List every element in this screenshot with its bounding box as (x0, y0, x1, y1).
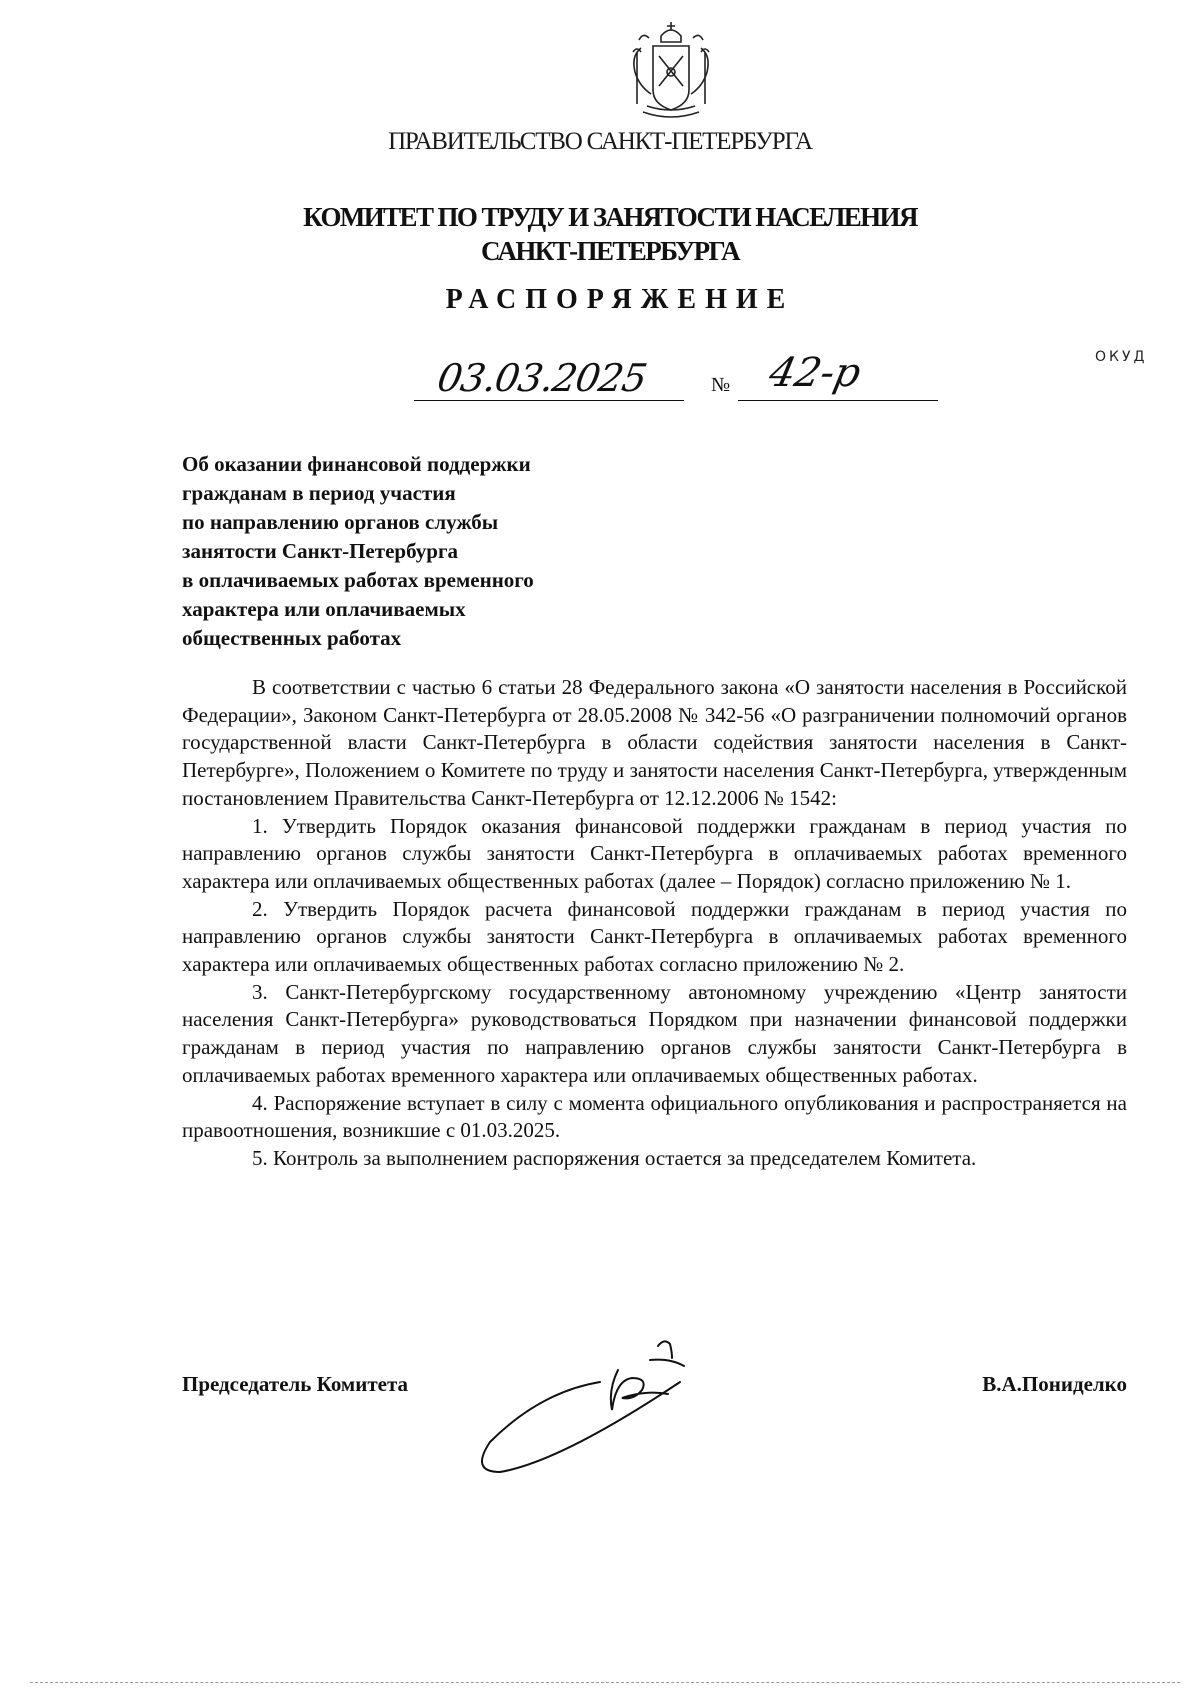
subject-line: по направлению органов службы (182, 510, 499, 534)
subject-line: гражданам в период участия (182, 481, 456, 505)
subject-line: Об оказании финансовой поддержки (182, 452, 531, 476)
number-underline (738, 400, 938, 401)
okud-label: ОКУД (1095, 349, 1148, 365)
clause-2-paragraph: 2. Утвердить Порядок расчета финансовой поддержки гражданам в период участия по направлению органов службы занятости Санкт-Петербурга в оплачиваемых работах временного характера или оплачиваемых общественных работах согласно приложению № 2. (182, 896, 1127, 977)
document-subject (182, 450, 642, 653)
coat-of-arms-icon (623, 22, 719, 124)
bottom-scan-line (30, 1682, 1180, 1683)
subject-line: в оплачиваемых работах временного (182, 568, 534, 592)
date-underline (414, 400, 684, 401)
handwritten-number: 42-р (765, 350, 865, 396)
number-sign: № (711, 374, 731, 396)
government-name: ПРАВИТЕЛЬСТВО САНКТ-ПЕТЕРБУРГА (388, 128, 812, 155)
handwritten-signature-icon (470, 1330, 750, 1490)
committee-name-line2: САНКТ-ПЕТЕРБУРГА (480, 236, 740, 266)
clause-3-paragraph: 3. Санкт-Петербургскому государственному автономному учреждению «Центр занятости населения Санкт-Петербурга» руководствоваться Порядком при назначении финансовой поддержки гражданам в период участия по направлению органов службы занятости Санкт-Петербурга в оплачиваемых работах временного характера или оплачиваемых общественных работах. (182, 979, 1127, 1087)
handwritten-date: 03.03.2025 (434, 356, 650, 400)
signatory-title: Председатель Комитета (182, 1372, 409, 1396)
clause-4-paragraph: 4. Распоряжение вступает в силу с момента официального опубликования и распространяется на правоотношения, возникшие с 01.03.2025. (182, 1090, 1127, 1143)
committee-name-line1: КОМИТЕТ ПО ТРУДУ И ЗАНЯТОСТИ НАСЕЛЕНИЯ (303, 202, 917, 232)
clause-5-paragraph: 5. Контроль за выполнением распоряжения остается за председателем Комитета. (252, 1145, 977, 1170)
subject-line: характера или оплачиваемых (182, 597, 466, 621)
subject-line: занятости Санкт-Петербурга (182, 539, 458, 563)
clause-1-paragraph: 1. Утвердить Порядок оказания финансовой поддержки гражданам в период участия по направлению органов службы занятости Санкт-Петербурга в оплачиваемых работах временного характера или оплачиваемых общественных работах (далее – Порядок) согласно приложению № 1. (182, 813, 1127, 893)
signatory-name: В.А.Пониделко (982, 1372, 1127, 1396)
document-body (182, 674, 1127, 1173)
subject-line: общественных работах (182, 626, 402, 650)
committee-name (0, 200, 1200, 268)
document-type-title: РАСПОРЯЖЕНИЕ (445, 284, 795, 315)
preamble-paragraph: В соответствии с частью 6 статьи 28 Федерального закона «О занятости населения в Российской Федерации», Законом Санкт-Петербурга от 28.05.2008 № 342-56 «О разграничении полномочий органов государственной власти Санкт-Петербурга в области содействия занятости населения в Санкт-Петербурге», Положением о Комитете по труду и занятости населения Санкт-Петербурга, утвержденным постановлением Правительства Санкт-Петербурга от 12.12.2006 № 1542: (182, 675, 1127, 810)
